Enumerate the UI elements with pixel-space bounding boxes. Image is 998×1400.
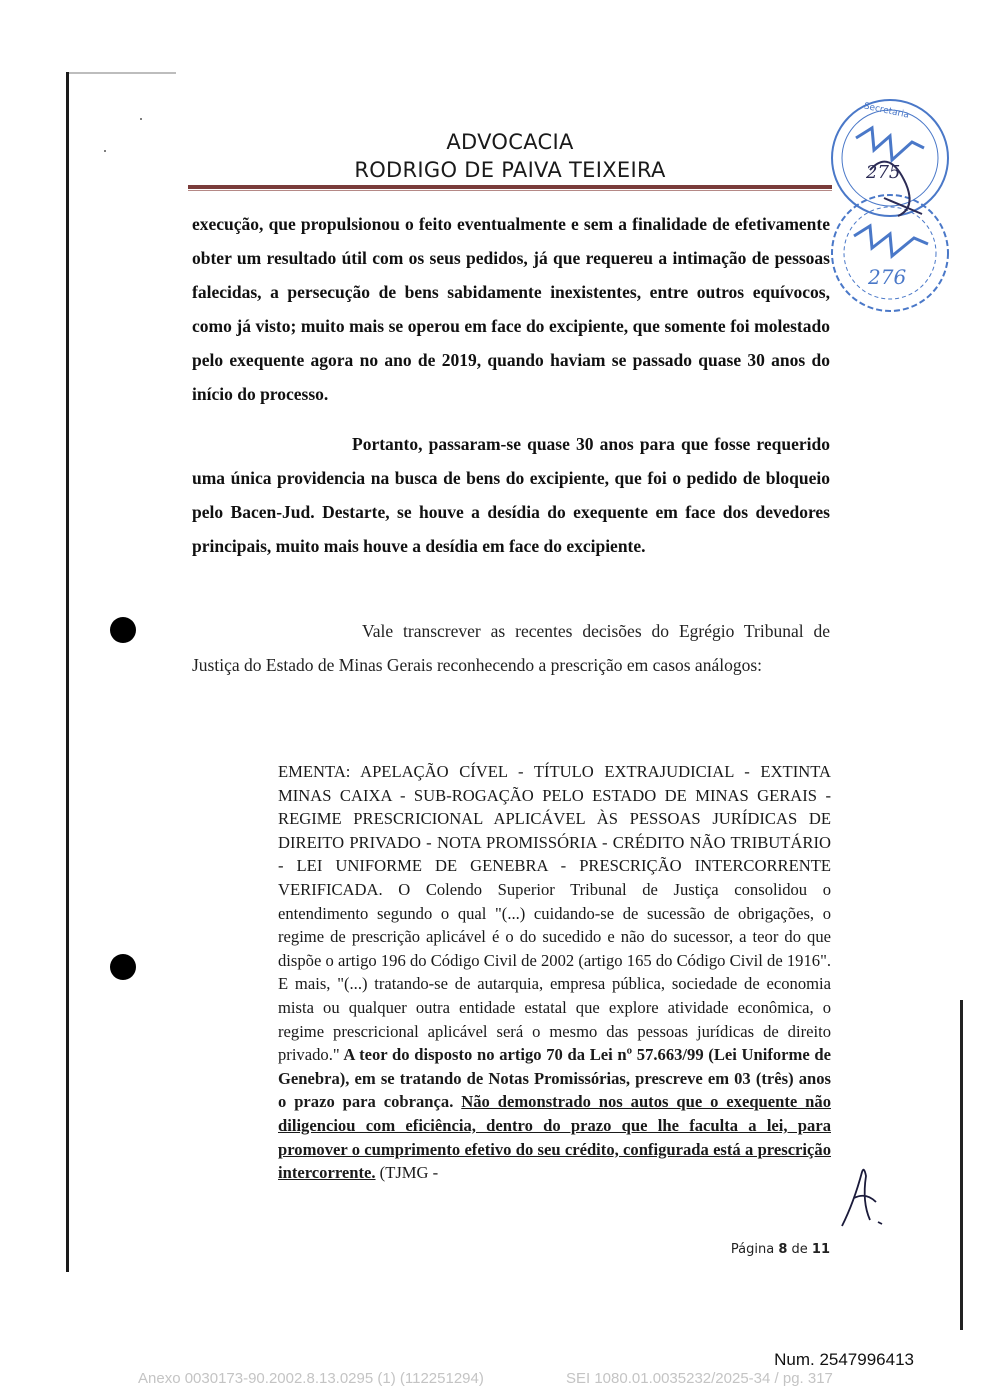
scan-edge-top <box>66 72 176 74</box>
letterhead-line1: ADVOCACIA <box>446 130 574 154</box>
letterhead-rule <box>188 185 832 189</box>
paragraph-1: execução, que propulsionou o feito eventualmente e sem a finalidade de efetivamente obter um resultado útil com os seus pedidos, já que requereu a intimação de pessoas falecidas, a persecução de bens sabidamente inexistentes, entre outros equívocos, como já visto; muito mais se operou em face do excipiente, que somente foi molestado pelo exequente agora no ano de 2019, quando haviam se passado quase 30 anos do início do processo. <box>192 214 830 404</box>
quote-underlined-text: Não demonstrado nos autos que o exequente não diligenciou com eficiência, dentro do prazo que lhe faculta a lei, para promover o cumprimento efetivo do seu crédito, configurada está a prescrição intercorrente. <box>278 1092 831 1183</box>
footer-sei: SEI 1080.01.0035232/2025-34 / pg. 317 <box>566 1370 833 1387</box>
stamp-top-text: Secretaria <box>862 101 910 121</box>
page-current: 8 <box>778 1242 788 1257</box>
page-number <box>700 1242 830 1257</box>
letterhead-rule-thin <box>188 190 832 191</box>
quote-text: EMENTA: APELAÇÃO CÍVEL - TÍTULO EXTRAJUDICIAL - EXTINTA MINAS CAIXA - SUB-ROGAÇÃO PELO ESTADO DE MINAS GERAIS - REGIME PRESCRICIONAL APLICÁVEL ÀS PESSOAS JURÍDICAS DE DIREITO PRIVADO - NOTA PROMISSÓRIA - CRÉDITO NÃO TRIBUTÁRIO - LEI UNIFORME DE GENEBRA - PRESCRIÇÃO INTERCORRENTE VERIFICADA. O Colendo Superior Tribunal de Justiça consolidou o entendimento segundo o qual "(...) cuidando-se de sucessão de obrigações, o regime de prescrição aplicável é o do sucedido e não do sucessor, a teor do que dispõe o artigo 196 do Código Civil de 2002 (artigo 165 do Código Civil de 1916". E mais, "(...) tratando-se de autarquia, empresa pública, sociedade de economia mista ou qualquer outra entidade estatal que explore atividade econômica, o regime prescricional aplicável será o mesmo das pessoas jurídicas de direito privado." <box>278 762 831 1065</box>
quote-citation: (TJMG - <box>375 1163 439 1183</box>
paragraph-2: Portanto, passaram-se quase 30 anos para que fosse requerido uma única providencia na busca de bens do excipiente, que foi o pedido de bloqueio pelo Bacen-Jud. Destarte, se houve a desídia do exequente em face dos devedores principais, muito mais houve a desídia em face do excipiente. <box>192 434 830 556</box>
scan-speck <box>140 118 142 120</box>
footer <box>0 1370 998 1394</box>
case-law-quote <box>278 760 831 1185</box>
scan-edge-right <box>960 1000 963 1330</box>
scan-edge-left <box>66 72 69 1272</box>
page-label: Página <box>730 1242 775 1257</box>
page-total: 11 <box>811 1242 830 1257</box>
punch-hole <box>110 954 136 980</box>
letterhead-line2: RODRIGO DE PAIVA TEIXEIRA <box>354 158 666 182</box>
letterhead <box>188 128 832 184</box>
document-number: Num. 2547996413 <box>774 1350 914 1369</box>
quote-bold-text: A teor do disposto no artigo 70 da Lei nº 57.663/99 (Lei Uniforme de Genebra), em se tratando de Notas Promissórias, prescreve em 03 (três) anos o prazo para cobrança. <box>278 1045 831 1112</box>
footer-annex: Anexo 0030173-90.2002.8.13.0295 (1) (112251294) <box>138 1370 484 1387</box>
punch-hole <box>110 617 136 643</box>
stamp-number-2: 276 <box>868 265 907 289</box>
page-of: de <box>791 1242 808 1257</box>
protocol-stamp-icon <box>820 88 960 328</box>
stamp-number-1: 275 <box>866 162 901 183</box>
scan-speck <box>104 150 106 152</box>
paragraph-3: Vale transcrever as recentes decisões do Egrégio Tribunal de Justiça do Estado de Minas Gerais reconhecendo a prescrição em casos análogos: <box>192 621 830 675</box>
initials-signature-icon <box>836 1162 886 1232</box>
